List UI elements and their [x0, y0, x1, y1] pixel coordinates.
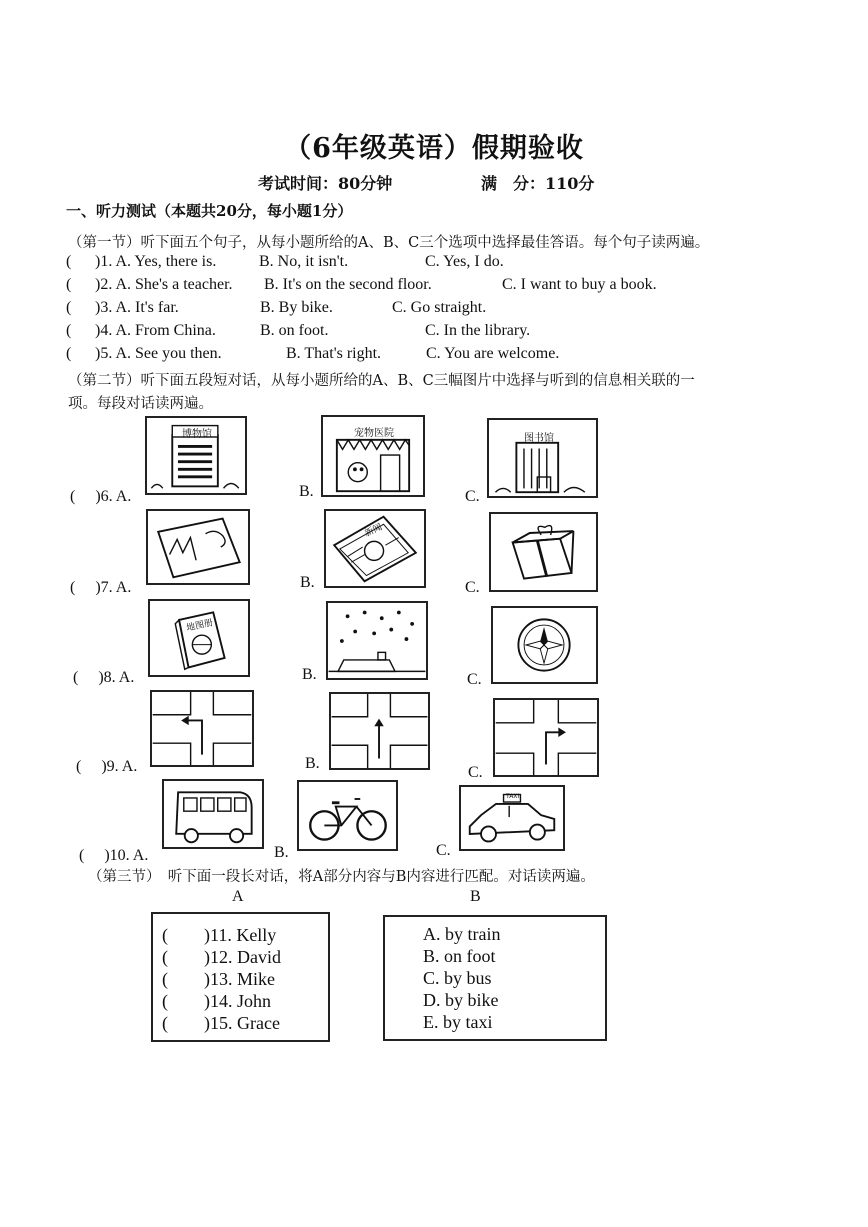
q1-option-c: C. Yes, I do.: [425, 253, 504, 270]
paren: (: [66, 253, 72, 270]
paren: (: [66, 276, 72, 293]
museum-picture: [145, 416, 247, 495]
q7-label: ( )7. A.: [70, 579, 132, 596]
atlas-cover-title: 地图册: [185, 618, 215, 634]
q6-label: ( )6. A.: [70, 488, 132, 505]
paren: (: [66, 345, 72, 362]
q7-option-b-label: B.: [300, 574, 315, 591]
q3-option-c: C. Go straight.: [392, 299, 487, 316]
library-sign: 图书馆: [524, 433, 554, 444]
q2-option-c: C. I want to buy a book.: [502, 276, 657, 293]
map-paper-picture: [146, 509, 250, 585]
match-item-11: ( )11. Kelly: [162, 925, 277, 945]
q2-option-b: B. It's on the second floor.: [264, 276, 432, 293]
q5-option-a: )5. A. See you then.: [95, 345, 222, 362]
q1-option-a: )1. A. Yes, there is.: [95, 253, 217, 270]
match-item-14: ( )14. John: [162, 991, 271, 1011]
q8-option-b-label: B.: [302, 666, 317, 683]
q10-option-b-label: B.: [274, 844, 289, 861]
newspaper-picture: [324, 509, 426, 588]
match-option-c: C. by bus: [423, 968, 492, 988]
section-heading-listening: 一、听力测试（本题共20分，每小题1分）: [66, 202, 353, 220]
total-score: 满 分：110分: [481, 174, 595, 193]
newspaper-headline: 新闻: [363, 522, 384, 540]
section1-instructions: （第一节）听下面五个句子，从每小题所给的A、B、C三个选项中选择最佳答语。每个句子读两遍。: [68, 235, 710, 251]
compass-picture: [491, 606, 598, 684]
section3-instructions: （第三节） 听下面一段长对话，将A部分内容与B内容进行匹配。对话读两遍。: [88, 869, 595, 885]
q8-label: ( )8. A.: [73, 669, 135, 686]
pet-hospital-sign: 宠物医院: [354, 428, 394, 439]
match-item-12: ( )12. David: [162, 947, 281, 967]
bicycle-picture: [297, 780, 398, 851]
match-item-13: ( )13. Mike: [162, 969, 275, 989]
q2-option-a: )2. A. She's a teacher.: [95, 276, 233, 293]
gift-box-picture: [489, 512, 598, 592]
q10-label: ( )10. A.: [79, 847, 149, 864]
q5-option-b: B. That's right.: [286, 345, 382, 362]
q9-option-b-label: B.: [305, 755, 320, 772]
q4-option-b: B. on foot.: [260, 322, 329, 339]
paren: (: [66, 299, 72, 316]
section2-instructions-line1: （第二节）听下面五段短对话，从每小题所给的A、B、C三幅图片中选择与听到的信息相关联的一: [68, 373, 695, 389]
pet-hospital-picture: [321, 415, 425, 497]
match-option-b: B. on foot: [423, 946, 496, 966]
column-a-box: [151, 912, 330, 1042]
taxi-sign: TAXI: [506, 793, 520, 800]
q1-option-b: B. No, it isn't.: [259, 253, 349, 270]
q9-label: ( )9. A.: [76, 758, 138, 775]
q4-option-a: )4. A. From China.: [95, 322, 216, 339]
library-picture: [487, 418, 598, 498]
section2-instructions-line2: 项。每段对话读两遍。: [68, 396, 213, 412]
exam-time: 考试时间：80分钟: [258, 174, 393, 193]
match-option-e: E. by taxi: [423, 1012, 493, 1032]
q6-option-c-label: C.: [465, 488, 480, 505]
column-b-box: [383, 915, 607, 1041]
q9-option-c-label: C.: [468, 764, 483, 781]
match-option-a: A. by train: [423, 924, 501, 944]
q6-option-b-label: B.: [299, 483, 314, 500]
column-a-header: A: [232, 888, 244, 905]
paren: (: [66, 322, 72, 339]
turn-right-picture: [493, 698, 599, 777]
q3-option-b: B. By bike.: [260, 299, 333, 316]
museum-sign: 博物馆: [182, 429, 212, 440]
bus-picture: [162, 779, 264, 849]
q3-option-a: )3. A. It's far.: [95, 299, 179, 316]
q5-option-c: C. You are welcome.: [426, 345, 560, 362]
turn-left-picture: [150, 690, 254, 767]
atlas-picture: [148, 599, 250, 677]
match-item-15: ( )15. Grace: [162, 1013, 280, 1033]
q10-option-c-label: C.: [436, 842, 451, 859]
q4-option-c: C. In the library.: [425, 322, 531, 339]
q7-option-c-label: C.: [465, 579, 480, 596]
night-sky-house-picture: [326, 601, 428, 680]
page-title: （6年级英语）假期验收: [284, 133, 584, 164]
column-b-header: B: [470, 888, 481, 905]
q8-option-c-label: C.: [467, 671, 482, 688]
go-straight-picture: [329, 692, 430, 770]
taxi-picture: [459, 785, 565, 851]
match-option-d: D. by bike: [423, 990, 499, 1010]
